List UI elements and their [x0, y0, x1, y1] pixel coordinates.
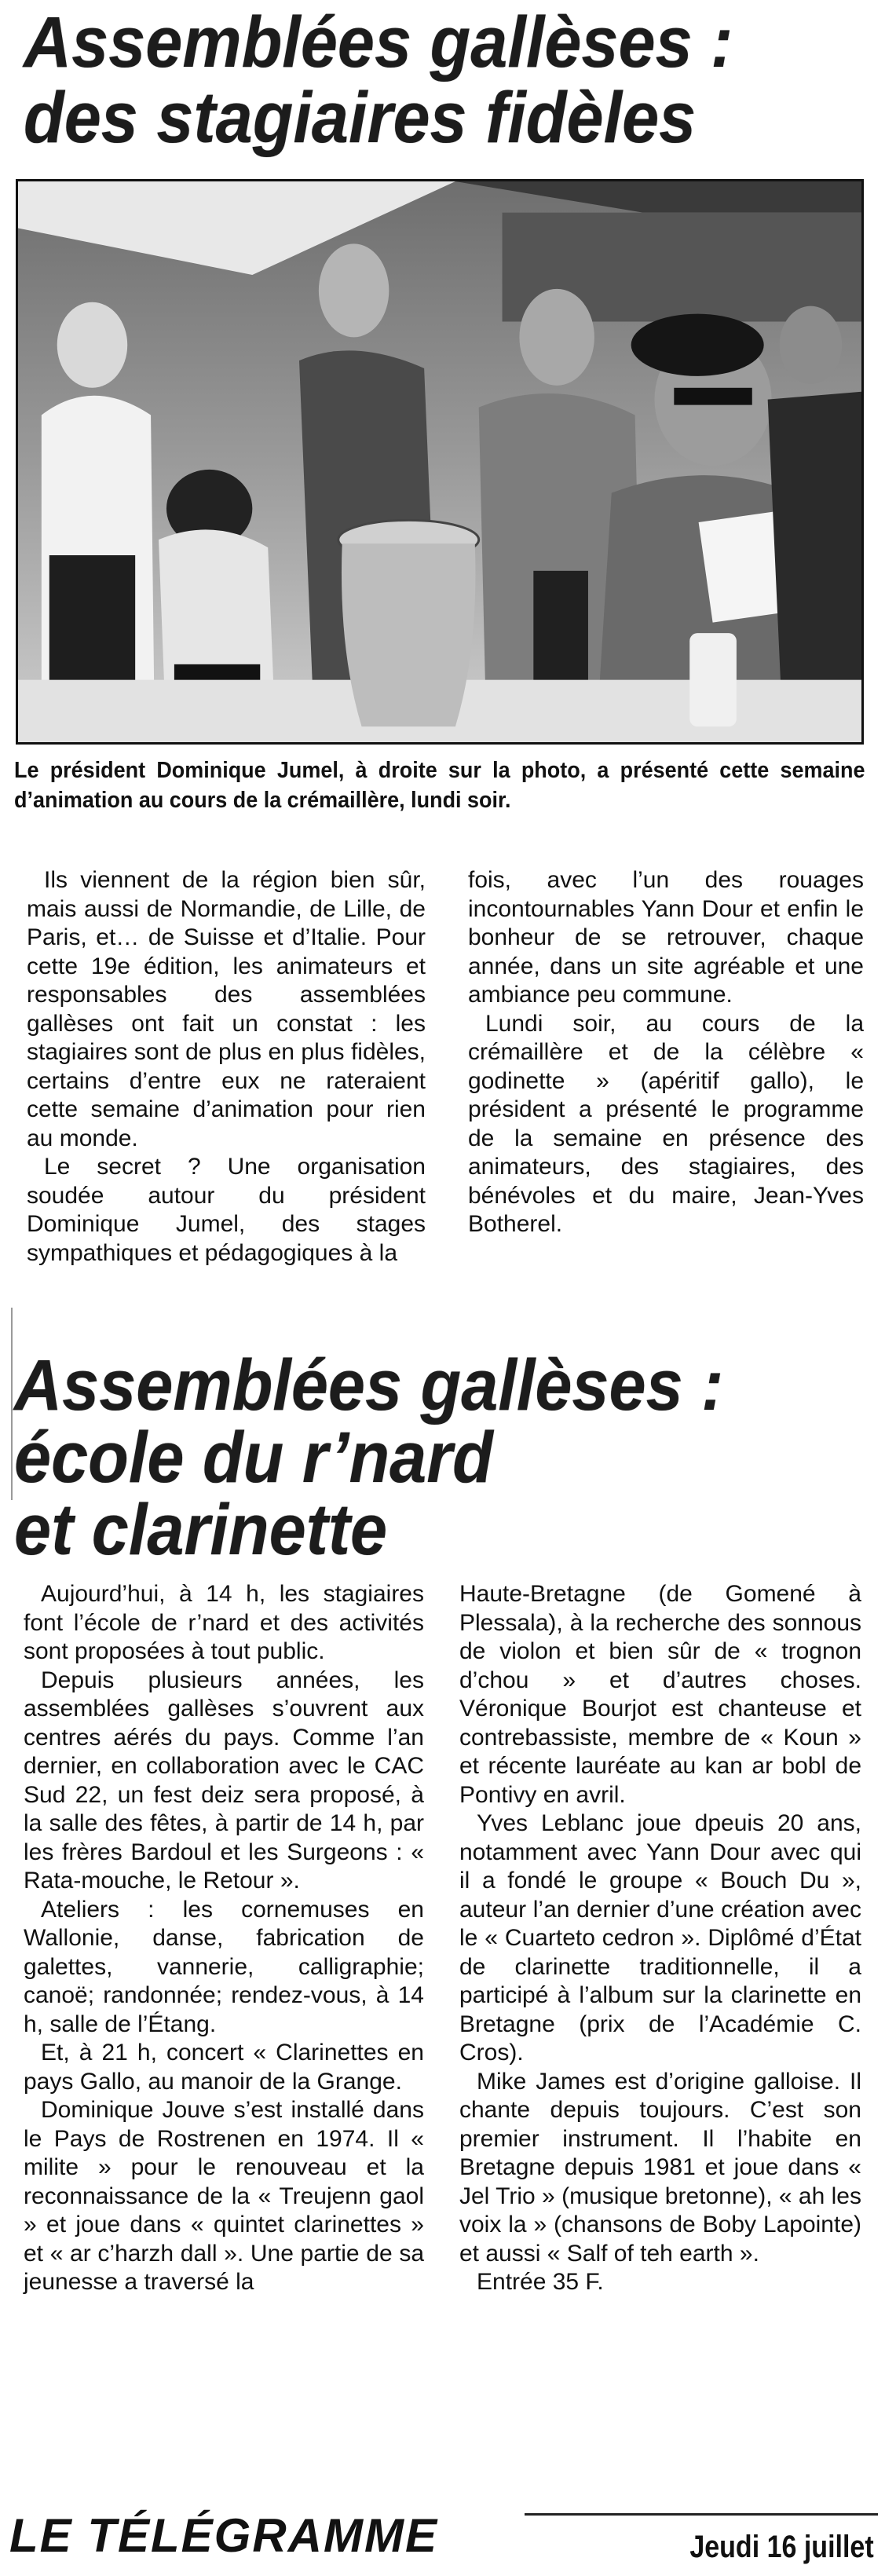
column-rule: [11, 1308, 13, 1500]
paragraph: Le secret ? Une organisation soudée autour du président Dominique Jumel, des stages sympathiques et pédagogiques à la: [27, 1154, 426, 1266]
photo-caption: Le président Dominique Jumel, à droite sur la photo, a présenté cette semaine d’animation au cours de la crémaillère, lundi soir.: [14, 758, 865, 813]
photo-image: [18, 181, 861, 742]
article1-headline-line2: des stagiaires fidèles: [24, 78, 697, 158]
article2-headline-line2: école du r’nard: [14, 1418, 493, 1498]
article1-headline-line1: Assemblées gallèses :: [24, 2, 733, 82]
paragraph: Mike James est d’origine galloise. Il chante depuis toujours. C’est son premier instrument. Il l’habite en Bretagne depuis 1981 et joue dans « Jel Trio » (musique bretonne), « ah les voix la » (chansons de Boby Lapointe) et aussi « Salf of teh earth ».: [459, 2068, 861, 2267]
article2-headline-line3: et clarinette: [14, 1490, 388, 1570]
paragraph: Lundi soir, au cours de la crémaillère et de la célèbre « godinette » (apéritif gallo), le président a présenté le programme de la semaine en présence des animateurs, des stagiaires, des bénévoles et du maire, Jean-Yves Botherel.: [468, 1010, 864, 1237]
article1-photo: [16, 179, 864, 745]
newspaper-logo: LE TÉLÉGRAMME: [9, 2509, 438, 2562]
paragraph: Ils viennent de la région bien sûr, mais aussi de Normandie, de Lille, de Paris, et… de Suisse et d’Italie. Pour cette 19e édition, les animateurs et responsables des assemblées gallèses ont fait un constat : les stagiaires sont de plus en plus fidèles, certains d’entre eux ne rateraient cette semaine d’animation pour rien au monde.: [27, 867, 426, 1151]
publication-date: Jeudi 16 juillet: [689, 2530, 874, 2564]
paragraph: Et, à 21 h, concert « Clarinettes en pays Gallo, au manoir de la Grange.: [24, 2040, 424, 2095]
article2-column-1: [24, 1580, 424, 2297]
paragraph: fois, avec l’un des rouages incontournables Yann Dour et enfin le bonheur de se retrouver, chaque année, dans un site agréable et une ambiance peu commune.: [468, 867, 864, 1008]
article1-headline: [24, 2, 733, 158]
article2-headline-line1: Assemblées gallèses :: [14, 1345, 724, 1425]
paragraph: Depuis plusieurs années, les assemblées gallèses s’ouvrent aux centres aérés du pays. Comme l’an dernier, en collaboration avec le CAC Sud 22, un fest deiz sera proposé, à la salle des fêtes, à partir de 14 h, par les frères Bardoul et les Surgeons : « Rata-mouche, le Retour ».: [24, 1667, 424, 1894]
article1-column-2: [468, 866, 864, 1239]
paragraph: Aujourd’hui, à 14 h, les stagiaires font l’école de r’nard et des activités sont proposées à tout public.: [24, 1581, 424, 1664]
article2-column-2: [459, 1580, 861, 2297]
paragraph: Ateliers : les cornemuses en Wallonie, danse, fabrication de galettes, vannerie, calligraphie; canoë; randonnée; rendez-vous, à 14 h, salle de l’Étang.: [24, 1896, 424, 2037]
paragraph: Haute-Bretagne (de Gomené à Plessala), à la recherche des sonnous de violon et bien sûr de « trognon d’chou » et d’autres choses. Véronique Bourjot est chanteuse et contrebassiste, membre de « Koun » et récente lauréate au kan ar bobl de Pontivy en avril.: [459, 1581, 861, 1808]
article2-headline: [14, 1345, 724, 1570]
article1-column-1: [27, 866, 426, 1268]
footer-rule: [525, 2513, 878, 2516]
paragraph: Dominique Jouve s’est installé dans le Pays de Rostrenen en 1974. Il « milite » pour le renouveau et la reconnaissance de la « Treujenn gaol » et joue dans « quintet clarinettes » et « ar c’harzh dall ». Une partie de sa jeunesse a traversé la: [24, 2097, 424, 2295]
paragraph: Yves Leblanc joue dpeuis 20 ans, notamment avec Yann Dour avec qui il a fondé le groupe « Bouch Du », auteur l’an dernier d’une création avec le « Cuarteto cedron ». Diplômé d’État de clarinette traditionnelle, il a participé à l’album sur la clarinette en Bretagne (prix de l’Académie C. Cros).: [459, 1810, 861, 2066]
paragraph: Entrée 35 F.: [477, 2269, 604, 2295]
